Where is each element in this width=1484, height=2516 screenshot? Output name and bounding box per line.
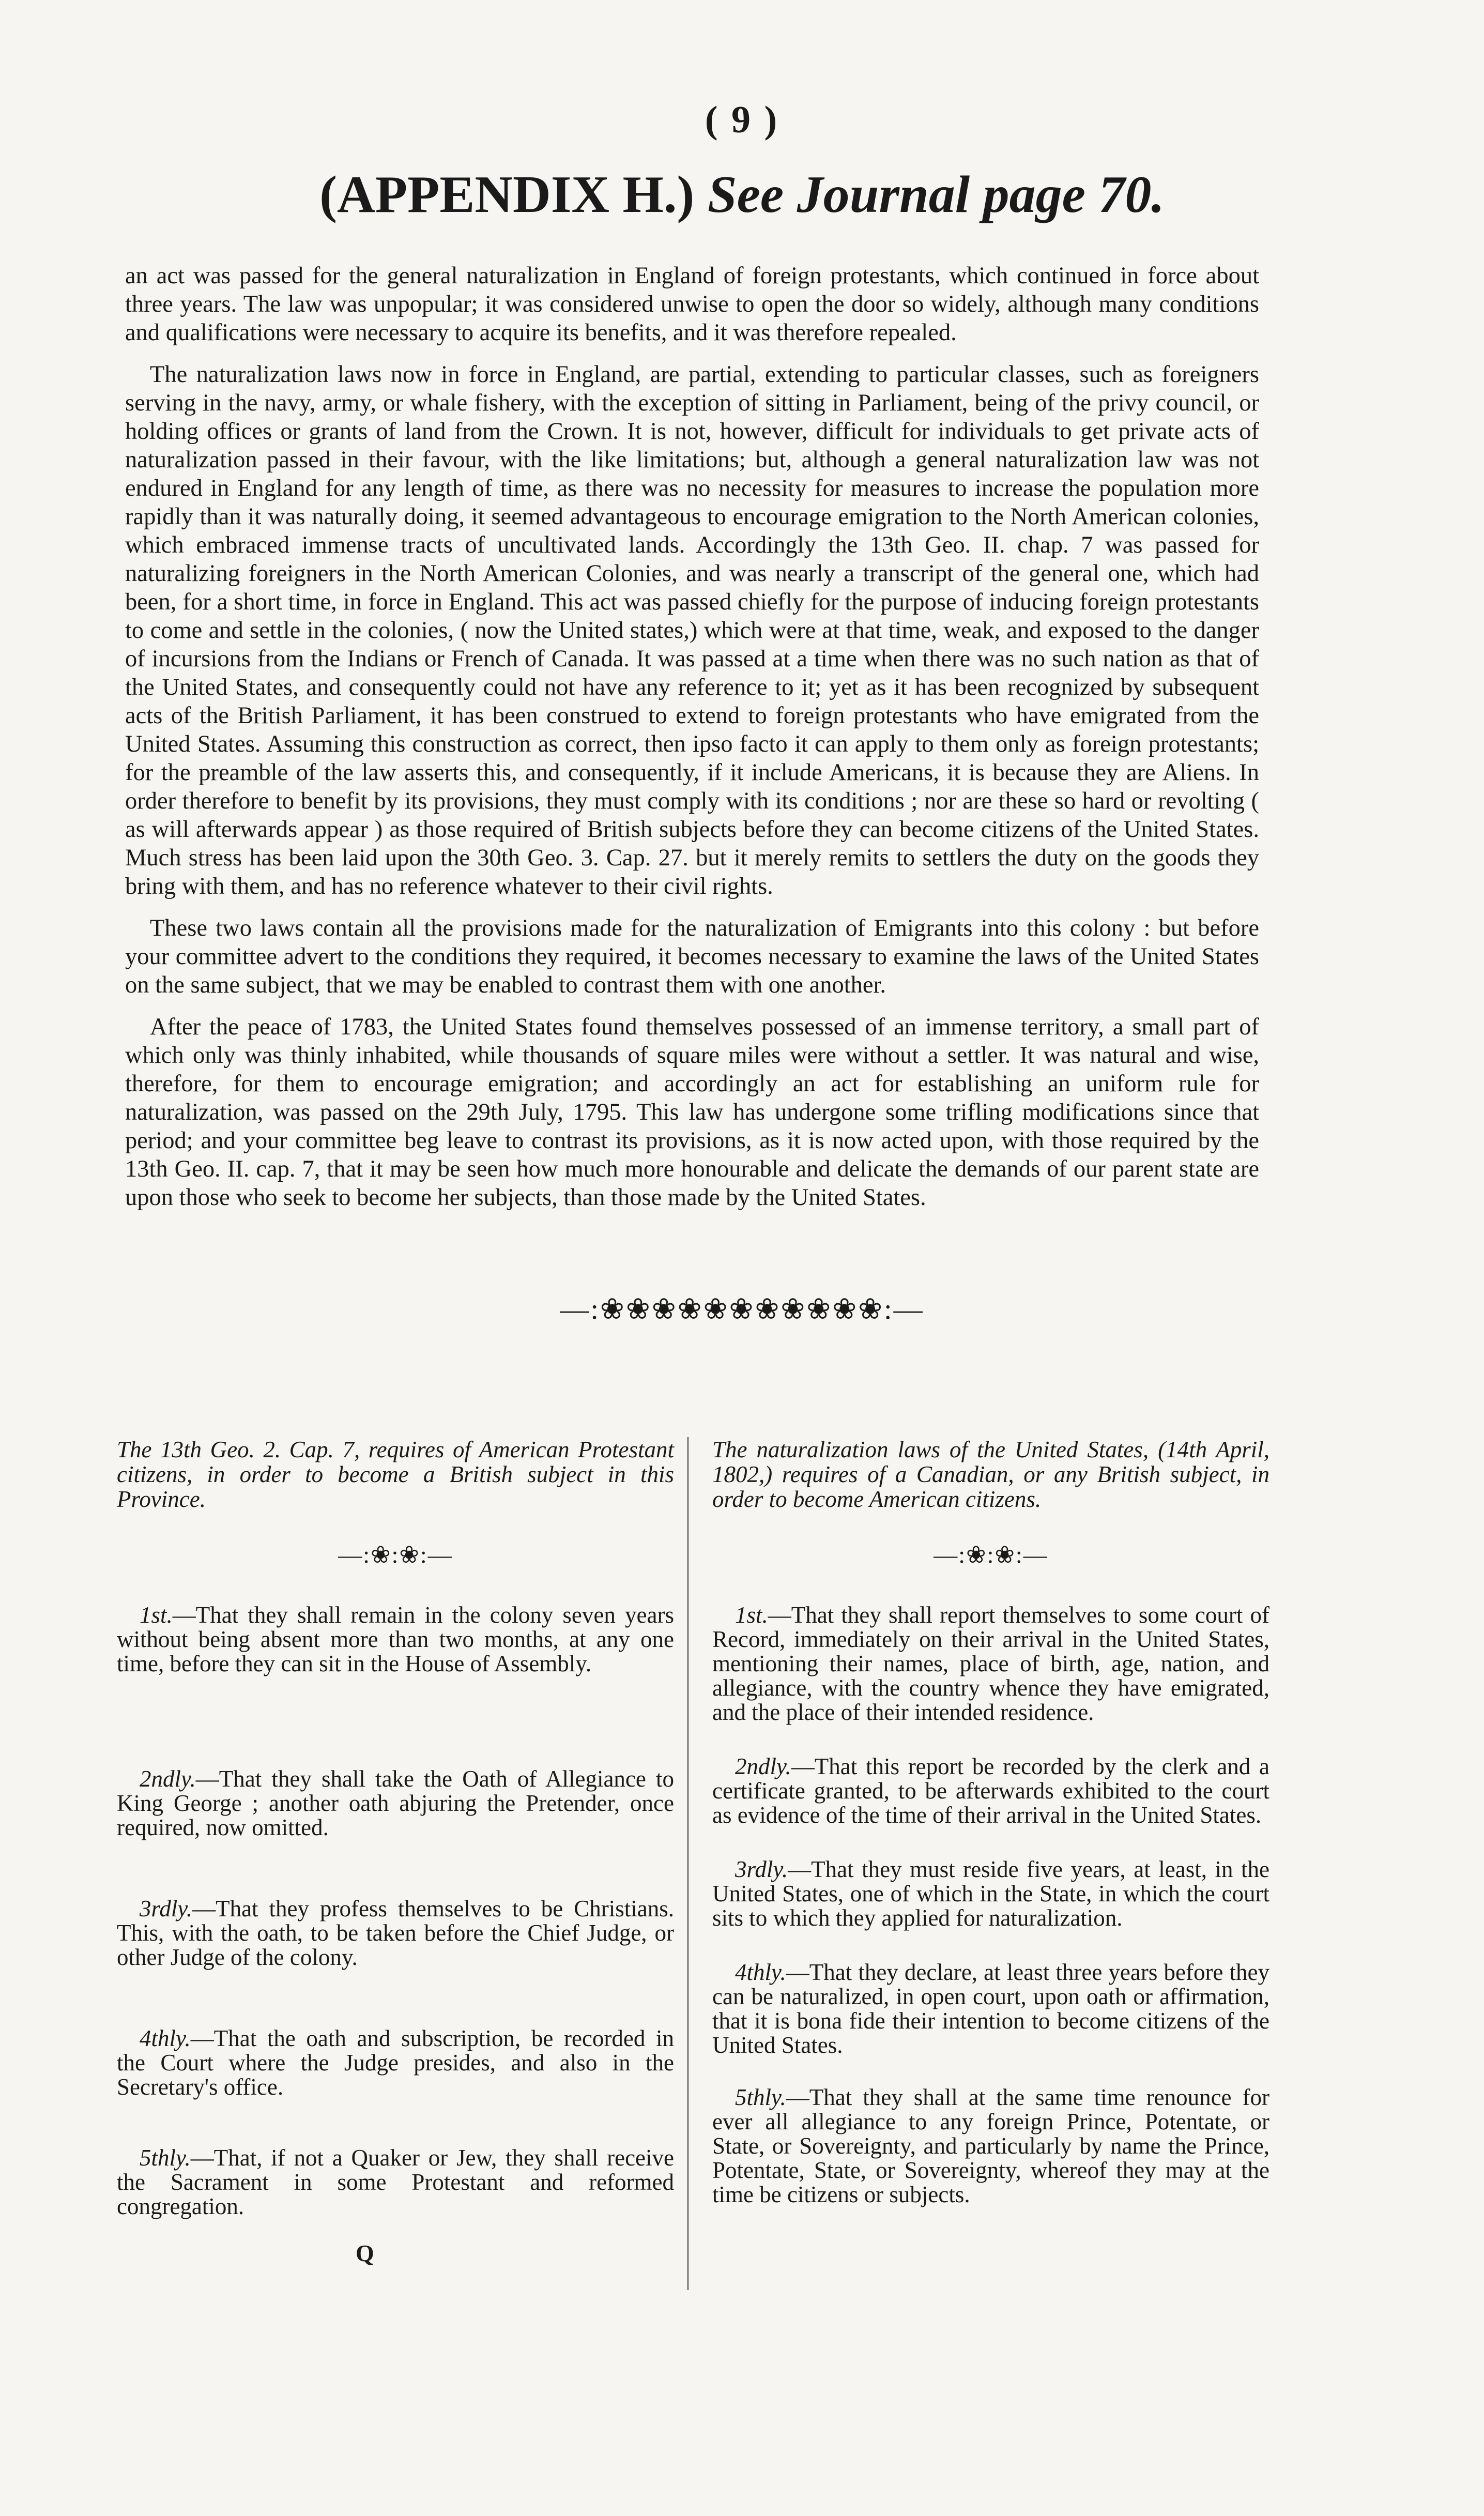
signature-mark: Q	[356, 2240, 374, 2266]
left-clause-4: 4thly.—That the oath and subscription, be recorded in the Court where the Judge presides, and also in the Secretary's office.	[117, 2025, 674, 2100]
paragraph-3: These two laws contain all the provisions made for the naturalization of Emigrants into this colony : but before your committee advert to the conditions they required, it becomes necessary to examine the laws of the United States on the same subject, that we may be enabled to contrast them with one another.	[125, 915, 1259, 998]
appendix-label: (APPENDIX H.)	[319, 165, 695, 224]
appendix-title	[0, 164, 1484, 225]
left-column-heading: The 13th Geo. 2. Cap. 7, requires of American Protestant citizens, in order to become a British subject in this Province.	[117, 1437, 674, 1512]
right-column-us-requirements	[712, 1437, 1269, 2207]
paragraph-1: an act was passed for the general naturalization in England of foreign protestants, which continued in force about three years. The law was unpopular; it was considered unwise to open the door so widely, although many conditions and qualifications were necessary to acquire its benefits, and it was therefore repealed.	[125, 263, 1259, 346]
journal-reference: See Journal page 70.	[707, 165, 1165, 224]
left-clause-2: 2ndly.—That they shall take the Oath of Allegiance to King George ; another oath abjuring the Pretender, once required, now omitted.	[117, 1766, 674, 1840]
right-column-ornament: —:❀:❀:—	[934, 1542, 1048, 1568]
page-number: ( 9 )	[705, 99, 779, 141]
column-rule	[687, 1437, 689, 2290]
left-clause-3: 3rdly.—That they profess themselves to be Christians. This, with the oath, to be taken before the Chief Judge, or other Judge of the colony.	[117, 1896, 674, 1970]
right-clause-3: 3rdly.—That they must reside five years, at least, in the United States, one of which in the State, in which the court sits to which they applied for naturalization.	[712, 1856, 1269, 1931]
right-clause-1: 1st.—That they shall report themselves to some court of Record, immediately on their arrival in the United States, mentioning their names, place of birth, age, nation, and allegiance, with the country whence they have emigrated, and the place of their intended residence.	[712, 1602, 1269, 1725]
left-column-ornament: —:❀:❀:—	[338, 1542, 453, 1568]
right-clause-2: 2ndly.—That this report be recorded by the clerk and a certificate granted, to be afterwards exhibited to the court as evidence of the time of their arrival in the United States.	[712, 1753, 1269, 1828]
paragraph-2: The naturalization laws now in force in England, are partial, extending to particular classes, such as foreigners serving in the navy, army, or whale fishery, with the exception of sitting in Parliament, being of the privy council, or holding offices or grants of land from the Crown. It is not, however, difficult for individuals to get private acts of naturalization passed in their favour, with the like limitations; but, although a general naturalization law was not endured in England for any length of time, as there was no necessity for measures to increase the population more rapidly than it was naturally doing, it seemed advantageous to encourage emigration to the North American colonies, which embraced immense tracts of uncultivated lands. Accordingly the 13th Geo. II. chap. 7 was passed for naturalizing foreigners in the North American Colonies, and was nearly a transcript of the general one, which had been, for a short time, in force in England. This act was passed chiefly for the purpose of inducing foreign protestants to come and settle in the colonies, ( now the United states,) which were at that time, weak, and exposed to the danger of incursions from the Indians or French of Canada. It was passed at a time when there was no such nation as that of the United States, and consequently could not have any reference to it; yet as it has been recognized by subsequent acts of the British Parliament, it has been construed to extend to foreign protestants who have emigrated from the United States. Assuming this construction as correct, then ipso facto it can apply to them only as foreign protestants; for the preamble of the law asserts this, and consequently, if it include Americans, it is because they are Aliens. In order therefore to benefit by its provisions, they must comply with its conditions ; nor are these so hard or revolting ( as will afterwards appear ) as those required of British subjects before they can become citizens of the United States. Much stress has been laid upon the 30th Geo. 3. Cap. 27. but it merely remits to settlers the duty on the goods they bring with them, and has no reference whatever to their civil rights.	[125, 361, 1259, 899]
right-clause-4: 4thly.—That they declare, at least three years before they can be naturalized, in open court, upon oath or affirmation, that it is bona fide their intention to become citizens of the United States.	[712, 1959, 1269, 2058]
ornamental-divider: —:❀❀❀❀❀❀❀❀❀❀❀:—	[560, 1293, 924, 1325]
paragraph-4: After the peace of 1783, the United States found themselves possessed of an immense territory, a small part of which only was thinly inhabited, while thousands of square miles were without a settler. It was natural and wise, therefore, for them to encourage emigration; and accordingly an act for establishing an uniform rule for naturalization, was passed on the 29th July, 1795. This law has undergone some trifling modifications since that period; and your committee beg leave to contrast its provisions, as it is now acted upon, with those required by the 13th Geo. II. cap. 7, that it may be seen how much more honourable and delicate the demands of our parent state are upon those who seek to become her subjects, than those made by the United States.	[125, 1014, 1259, 1211]
body-text	[125, 262, 1259, 1212]
left-clause-5: 5thly.—That, if not a Quaker or Jew, they shall receive the Sacrament in some Protestant and reformed congregation.	[117, 2145, 674, 2219]
right-clause-5: 5thly.—That they shall at the same time renounce for ever all allegiance to any foreign Prince, Potentate, or State, or Sovereignty, and particularly by name the Prince, Potentate, State, or Sovereignty, whereof they may at the time be citizens or subjects.	[712, 2084, 1269, 2207]
left-clause-1: 1st.—That they shall remain in the colony seven years without being absent more than two months, at any one time, before they can sit in the House of Assembly.	[117, 1602, 674, 1676]
left-column-british-requirements	[117, 1437, 674, 2219]
right-column-heading: The naturalization laws of the United States, (14th April, 1802,) requires of a Canadian, or any British subject, in order to become American citizens.	[712, 1437, 1269, 1512]
